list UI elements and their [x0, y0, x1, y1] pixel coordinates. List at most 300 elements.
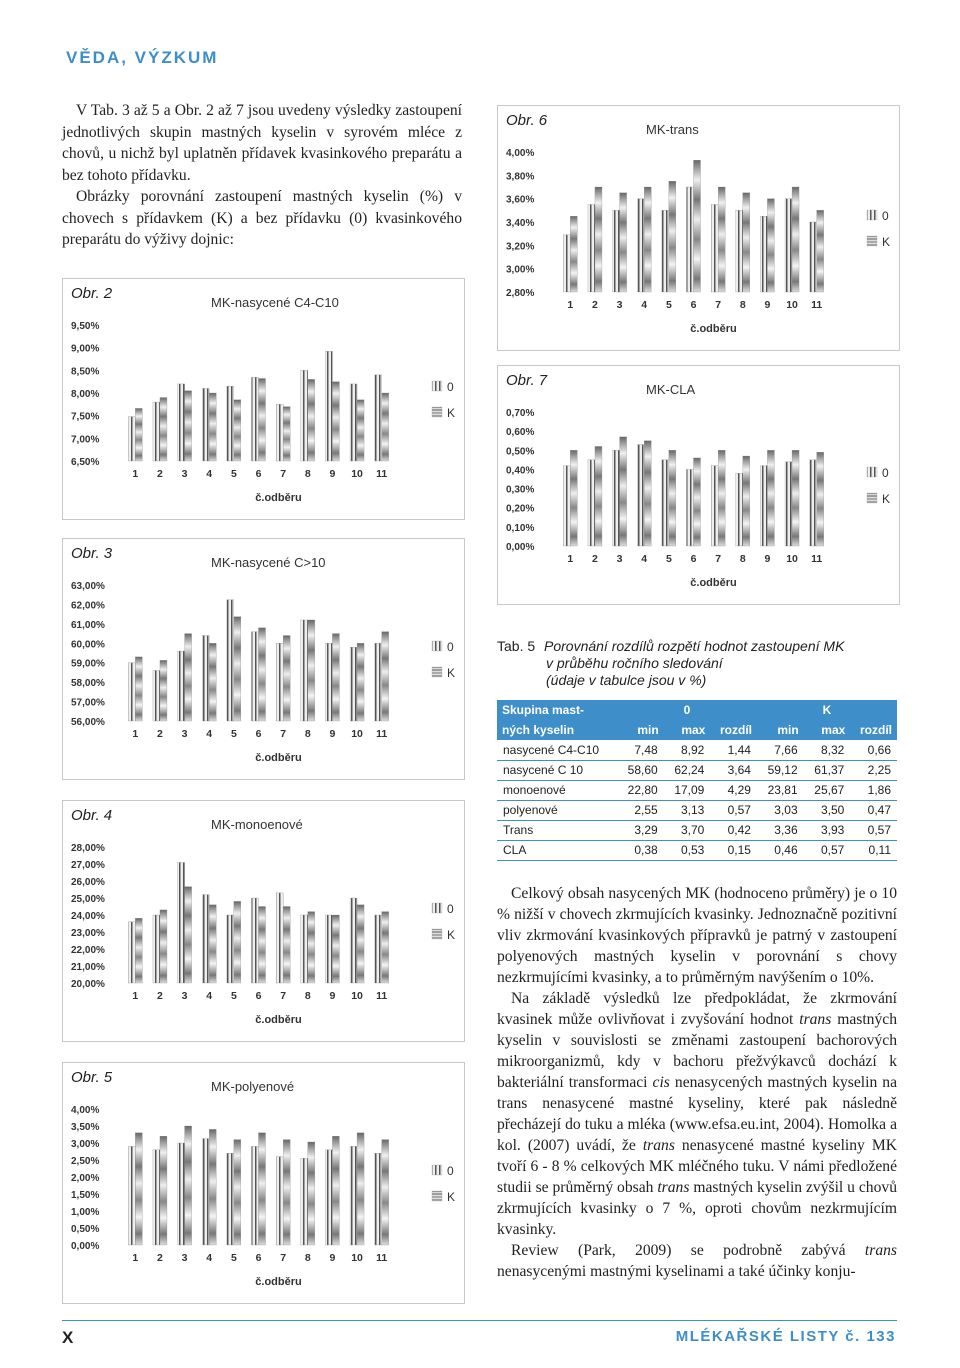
- bar-k: [644, 187, 651, 292]
- bar-k: [308, 912, 315, 983]
- bar-0: [375, 375, 382, 461]
- col-header: rozdíl: [710, 720, 757, 740]
- bar-0: [178, 1143, 185, 1245]
- chart-obr-3: [62, 538, 465, 780]
- legend-swatch: [432, 641, 442, 651]
- bar-0: [810, 460, 817, 546]
- table-cell: 59,12: [757, 760, 804, 780]
- y-tick-label: 3,20%: [506, 241, 535, 253]
- x-tick-label: 6: [255, 728, 262, 740]
- bar-0: [736, 210, 743, 292]
- bar-k: [185, 391, 192, 461]
- bar-k: [283, 907, 290, 984]
- table-row: [497, 780, 897, 800]
- bar-0: [252, 898, 259, 983]
- y-tick-label: 24,00%: [71, 911, 105, 922]
- y-tick-label: 3,80%: [506, 171, 535, 183]
- bar-k: [382, 393, 389, 461]
- x-tick-label: 8: [739, 299, 746, 311]
- x-tick-label: 5: [230, 990, 237, 1002]
- y-tick-label: 6,50%: [71, 457, 100, 468]
- bar-0: [711, 466, 718, 546]
- x-tick-label: 3: [181, 1252, 188, 1264]
- x-tick-label: 3: [181, 468, 188, 480]
- y-tick-label: 3,00%: [506, 264, 535, 276]
- table-cell: 8,32: [804, 740, 851, 760]
- page-number: X: [62, 1328, 74, 1347]
- x-tick-label: 6: [690, 299, 697, 311]
- bar-0: [227, 600, 234, 721]
- bar-0: [178, 862, 185, 983]
- chart-title: MK-trans: [646, 122, 699, 137]
- bar-k: [259, 1133, 266, 1245]
- y-tick-label: 2,50%: [71, 1156, 100, 1167]
- y-tick-label: 8,50%: [71, 366, 100, 378]
- table-cell: 7,66: [757, 740, 804, 760]
- table-row: [497, 740, 897, 760]
- bar-0: [613, 450, 620, 546]
- x-tick-label: 1: [132, 990, 139, 1002]
- legend-swatch: [432, 929, 442, 939]
- bar-k: [694, 458, 701, 546]
- row-label: Trans: [497, 820, 617, 840]
- bar-k: [160, 660, 167, 721]
- bar-k: [209, 393, 216, 461]
- bar-k: [259, 378, 266, 461]
- bar-k: [209, 643, 216, 721]
- y-tick-label: 63,00%: [71, 581, 105, 592]
- table-cell: 2,55: [617, 800, 664, 820]
- bar-0: [350, 647, 357, 721]
- chart-label: Obr. 7: [506, 372, 548, 389]
- y-tick-label: 0,20%: [506, 503, 535, 515]
- x-tick-label: 9: [764, 553, 771, 565]
- legend-swatch: [432, 1165, 442, 1175]
- legend-swatch: [432, 903, 442, 913]
- row-label: nasycené C4-C10: [497, 740, 617, 760]
- x-tick-label: 11: [376, 468, 388, 480]
- bar-0: [325, 1150, 332, 1245]
- x-tick-label: 10: [351, 1252, 363, 1264]
- x-tick-label: 1: [132, 468, 139, 480]
- y-tick-label: 56,00%: [71, 717, 105, 728]
- chart-svg: [63, 1063, 464, 1303]
- bar-k: [135, 657, 142, 721]
- bar-k: [209, 1129, 216, 1245]
- table-cell: 3,50: [804, 800, 851, 820]
- bar-k: [185, 887, 192, 983]
- bar-0: [128, 922, 135, 983]
- x-tick-label: 11: [376, 728, 388, 740]
- table-cell: 23,81: [757, 780, 804, 800]
- bar-k: [135, 408, 142, 461]
- table-cell: 0,53: [664, 840, 711, 860]
- bar-k: [234, 400, 241, 461]
- bar-0: [687, 187, 694, 292]
- intro-paragraph-2: Obrázky porovnání zastoupení mastných kyselin (%) v chovech s přídavkem (K) a bez přídavku (0) kvasinkového preparátu do výživy dojnic:: [62, 188, 462, 248]
- table-cell: 4,29: [710, 780, 757, 800]
- bar-k: [669, 181, 676, 292]
- bar-0: [711, 205, 718, 293]
- x-tick-label: 7: [280, 990, 287, 1002]
- x-tick-label: 7: [715, 299, 722, 311]
- x-tick-label: 5: [665, 299, 672, 311]
- bar-k: [308, 1142, 315, 1245]
- x-tick-label: 11: [376, 990, 388, 1002]
- bar-k: [160, 398, 167, 461]
- x-tick-label: 2: [157, 1252, 163, 1264]
- bar-0: [128, 663, 135, 721]
- legend-swatch: [867, 210, 877, 220]
- bar-k: [332, 382, 339, 461]
- bar-0: [588, 205, 595, 293]
- body-paragraph-3: [497, 1240, 897, 1282]
- bar-0: [760, 216, 767, 292]
- legend-label: 0: [447, 380, 454, 394]
- intro-paragraph-1: V Tab. 3 až 5 a Obr. 2 až 7 jsou uvedeny výsledky zastoupení jednotlivých skupin mastných kyselin v syrovém mléce z chovů, u nichž byl uplatněn přídavek kvasinkového preparátu a bez tohoto přídavku.: [62, 102, 462, 184]
- table-cell: 3,93: [804, 820, 851, 840]
- bar-0: [350, 898, 357, 983]
- table-header-group-2: ných kyselin: [497, 720, 617, 740]
- x-tick-label: 4: [206, 1252, 213, 1264]
- chart-title: MK-nasycené C4-C10: [211, 295, 339, 310]
- bar-0: [375, 643, 382, 721]
- y-tick-label: 21,00%: [71, 962, 105, 973]
- table-cell: 3,64: [710, 760, 757, 780]
- bar-k: [767, 199, 774, 292]
- bar-0: [276, 893, 283, 983]
- footer-rule: [62, 1320, 897, 1321]
- bar-k: [817, 452, 824, 546]
- x-axis-label: č.odběru: [255, 1276, 302, 1288]
- text-run-italic: trans: [864, 1242, 897, 1259]
- bar-k: [382, 632, 389, 721]
- x-tick-label: 8: [739, 553, 746, 565]
- bar-0: [202, 1139, 209, 1245]
- bar-k: [767, 450, 774, 546]
- table-cell: 3,13: [664, 800, 711, 820]
- table-row: [497, 760, 897, 780]
- bar-k: [308, 379, 315, 461]
- y-tick-label: 7,50%: [71, 411, 100, 423]
- text-run: nenasycených mastných kyselin na trans nenasycené mastné kyseliny, které pak následně přecházejí do tuku a mléka (www.efsa.eu.int, 2004). Homolka a kol. (2007) uvádí, že: [497, 1074, 897, 1154]
- bar-k: [357, 905, 364, 983]
- bar-0: [153, 402, 160, 461]
- x-tick-label: 6: [255, 468, 262, 480]
- table-row: [497, 840, 897, 860]
- legend-label: K: [447, 666, 456, 680]
- body-text: [497, 883, 897, 1282]
- x-tick-label: 2: [157, 728, 163, 740]
- bar-0: [301, 1158, 308, 1245]
- bar-k: [234, 617, 241, 721]
- table-cell: 25,67: [804, 780, 851, 800]
- table-cell: 8,92: [664, 740, 711, 760]
- table-cell: 7,48: [617, 740, 664, 760]
- text-run-italic: trans: [799, 1011, 832, 1028]
- bar-0: [588, 460, 595, 546]
- x-tick-label: 3: [181, 728, 188, 740]
- bar-0: [276, 643, 283, 721]
- bar-k: [185, 1126, 192, 1245]
- chart-svg: [63, 279, 464, 519]
- x-tick-label: 8: [304, 468, 311, 480]
- x-tick-label: 3: [181, 990, 188, 1002]
- y-tick-label: 20,00%: [71, 979, 105, 990]
- bar-0: [785, 199, 792, 292]
- legend-swatch: [432, 381, 442, 391]
- x-tick-label: 10: [351, 990, 363, 1002]
- table-header-group: Skupina mast-: [497, 700, 617, 720]
- chart-svg: [63, 539, 464, 779]
- table-cell: 3,36: [757, 820, 804, 840]
- chart-label: Obr. 2: [71, 285, 113, 302]
- x-axis-label: č.odběru: [690, 577, 737, 589]
- bar-k: [283, 1140, 290, 1245]
- bar-0: [375, 1153, 382, 1245]
- legend-label: K: [447, 406, 456, 420]
- chart-obr-7: [497, 365, 900, 605]
- legend-label: 0: [882, 209, 889, 223]
- bar-k: [185, 634, 192, 721]
- y-tick-label: 9,00%: [71, 343, 100, 355]
- x-tick-label: 11: [376, 1252, 388, 1264]
- x-tick-label: 7: [280, 728, 287, 740]
- bar-k: [357, 1133, 364, 1245]
- x-axis-label: č.odběru: [690, 323, 737, 335]
- table-cell: 0,66: [850, 740, 897, 760]
- bar-k: [382, 912, 389, 983]
- y-tick-label: 0,70%: [506, 408, 535, 419]
- x-tick-label: 4: [206, 990, 213, 1002]
- x-tick-label: 9: [764, 299, 771, 311]
- legend-label: 0: [447, 640, 454, 654]
- bar-0: [202, 895, 209, 983]
- y-tick-label: 0,00%: [506, 542, 535, 553]
- journal-name: MLÉKAŘSKÉ LISTY č. 133: [675, 1328, 896, 1345]
- y-tick-label: 0,40%: [506, 465, 535, 477]
- x-tick-label: 2: [157, 468, 163, 480]
- chart-obr-4: [62, 800, 465, 1042]
- bar-k: [357, 400, 364, 461]
- table-cell: 2,25: [850, 760, 897, 780]
- chart-title: MK-polyenové: [211, 1079, 295, 1094]
- y-tick-label: 26,00%: [71, 877, 105, 888]
- bar-k: [332, 634, 339, 721]
- y-tick-label: 4,00%: [71, 1105, 100, 1116]
- text-run: nenasycenými mastnými kyselinami a také účinky konju-: [497, 1263, 856, 1280]
- x-tick-label: 8: [304, 1252, 311, 1264]
- legend-swatch: [867, 493, 877, 503]
- table-cell: 0,57: [850, 820, 897, 840]
- chart-obr-5: [62, 1062, 465, 1304]
- x-axis-label: č.odběru: [255, 492, 302, 504]
- x-tick-label: 9: [329, 468, 336, 480]
- bar-0: [662, 460, 669, 546]
- chart-label: Obr. 6: [506, 112, 548, 129]
- bar-k: [817, 210, 824, 292]
- y-tick-label: 7,00%: [71, 434, 100, 446]
- x-tick-label: 3: [616, 299, 623, 311]
- y-tick-label: 58,00%: [71, 678, 105, 690]
- table-header-k: K: [757, 700, 897, 720]
- bar-k: [595, 446, 602, 546]
- x-tick-label: 11: [811, 553, 823, 565]
- y-tick-label: 0,60%: [506, 427, 535, 439]
- row-label: monoenové: [497, 780, 617, 800]
- intro-text: [62, 100, 462, 251]
- y-tick-label: 27,00%: [71, 860, 105, 871]
- table-row: [497, 820, 897, 840]
- text-run: mastných kyselin v souvislosti se změnami zastoupení bachorových mikroorganizmů, kdy v bachoru přežvýkavců dochází k bakteriální transformaci: [497, 1011, 897, 1091]
- x-tick-label: 10: [786, 299, 798, 311]
- bar-0: [637, 445, 644, 546]
- x-tick-label: 4: [206, 728, 213, 740]
- bar-0: [178, 384, 185, 461]
- x-tick-label: 5: [230, 1252, 237, 1264]
- bar-k: [259, 907, 266, 984]
- bar-0: [153, 670, 160, 721]
- y-tick-label: 1,50%: [71, 1190, 100, 1201]
- chart-title: MK-monoenové: [211, 817, 303, 832]
- legend-swatch: [432, 667, 442, 677]
- y-tick-label: 0,50%: [71, 1224, 100, 1235]
- x-tick-label: 7: [715, 553, 722, 565]
- y-tick-label: 8,00%: [71, 389, 100, 400]
- bar-k: [743, 193, 750, 292]
- x-tick-label: 8: [304, 728, 311, 740]
- legend-swatch: [867, 236, 877, 246]
- bar-0: [662, 210, 669, 292]
- text-run: nenasycené mastné kyseliny MK tvoří 6 - 8 % celkových MK mléčného tuku. V námi předložené studii se průměrný obsah: [497, 1137, 897, 1196]
- bar-0: [350, 384, 357, 461]
- bar-0: [202, 388, 209, 461]
- x-tick-label: 5: [665, 553, 672, 565]
- bar-k: [694, 160, 701, 292]
- body-paragraph-2: [497, 988, 897, 1240]
- bar-k: [234, 901, 241, 983]
- legend-label: K: [882, 492, 891, 506]
- y-tick-label: 60,00%: [71, 639, 105, 651]
- bar-0: [810, 222, 817, 292]
- bar-0: [325, 915, 332, 983]
- x-tick-label: 4: [641, 299, 648, 311]
- legend-swatch: [432, 407, 442, 417]
- bar-k: [234, 1140, 241, 1245]
- legend-label: 0: [447, 1164, 454, 1178]
- bar-0: [325, 351, 332, 461]
- table-cell: 0,15: [710, 840, 757, 860]
- chart-title: MK-nasycené C>10: [211, 555, 326, 570]
- y-tick-label: 57,00%: [71, 697, 105, 709]
- text-run-italic: trans: [642, 1137, 675, 1154]
- bar-k: [283, 636, 290, 721]
- text-run-italic: trans: [657, 1179, 690, 1196]
- x-tick-label: 10: [351, 728, 363, 740]
- bar-k: [382, 1140, 389, 1245]
- bar-0: [563, 235, 570, 292]
- y-tick-label: 61,00%: [71, 619, 105, 631]
- bar-k: [283, 407, 290, 461]
- bar-k: [308, 620, 315, 721]
- y-tick-label: 4,00%: [506, 148, 535, 159]
- x-tick-label: 5: [230, 468, 237, 480]
- y-tick-label: 22,00%: [71, 945, 105, 956]
- bar-k: [595, 187, 602, 292]
- table-cell: 0,46: [757, 840, 804, 860]
- bar-k: [718, 187, 725, 292]
- table-cell: 61,37: [804, 760, 851, 780]
- y-tick-label: 0,00%: [71, 1241, 100, 1252]
- y-tick-label: 1,00%: [71, 1207, 100, 1218]
- bar-k: [332, 915, 339, 983]
- legend-swatch: [432, 1191, 442, 1201]
- y-tick-label: 2,00%: [71, 1173, 100, 1184]
- legend-label: K: [447, 1190, 456, 1204]
- text-run-italic: cis: [652, 1074, 670, 1091]
- col-header: max: [804, 720, 851, 740]
- bar-k: [718, 450, 725, 546]
- x-tick-label: 2: [592, 553, 598, 565]
- bar-k: [135, 918, 142, 983]
- table-cell: 3,70: [664, 820, 711, 840]
- x-tick-label: 6: [690, 553, 697, 565]
- bar-0: [153, 1150, 160, 1245]
- bar-0: [637, 199, 644, 292]
- bar-0: [760, 466, 767, 546]
- bar-k: [792, 450, 799, 546]
- chart-svg: [63, 801, 464, 1041]
- chart-obr-6: [497, 105, 900, 351]
- y-tick-label: 2,80%: [506, 288, 535, 299]
- bar-k: [160, 910, 167, 983]
- table-cell: 3,03: [757, 800, 804, 820]
- x-tick-label: 4: [206, 468, 213, 480]
- bar-k: [135, 1133, 142, 1245]
- table-header-0: 0: [617, 700, 757, 720]
- x-tick-label: 5: [230, 728, 237, 740]
- table-cell: 0,47: [850, 800, 897, 820]
- x-tick-label: 2: [592, 299, 598, 311]
- bar-k: [332, 1136, 339, 1245]
- chart-obr-2: [62, 278, 465, 520]
- table-row: [497, 800, 897, 820]
- y-tick-label: 23,00%: [71, 928, 105, 939]
- bar-k: [357, 643, 364, 721]
- x-tick-label: 6: [255, 1252, 262, 1264]
- table-cell: 17,09: [664, 780, 711, 800]
- bar-0: [301, 915, 308, 983]
- col-header: min: [617, 720, 664, 740]
- row-label: CLA: [497, 840, 617, 860]
- chart-svg: [498, 106, 899, 350]
- table-label: Tab. 5: [497, 638, 536, 654]
- y-tick-label: 59,00%: [71, 658, 105, 670]
- bar-k: [792, 187, 799, 292]
- table-caption-line-3: (údaje v tabulce jsou v %): [546, 672, 707, 688]
- y-tick-label: 3,40%: [506, 218, 535, 229]
- bar-0: [736, 473, 743, 546]
- bar-0: [301, 620, 308, 721]
- bar-0: [178, 651, 185, 721]
- bar-0: [613, 210, 620, 292]
- bar-0: [153, 915, 160, 983]
- x-tick-label: 1: [132, 728, 139, 740]
- bar-0: [227, 915, 234, 983]
- bar-0: [375, 915, 382, 983]
- bar-0: [687, 469, 694, 546]
- table-caption-line-1: Porovnání rozdílů rozpětí hodnot zastoupení MK: [544, 638, 845, 654]
